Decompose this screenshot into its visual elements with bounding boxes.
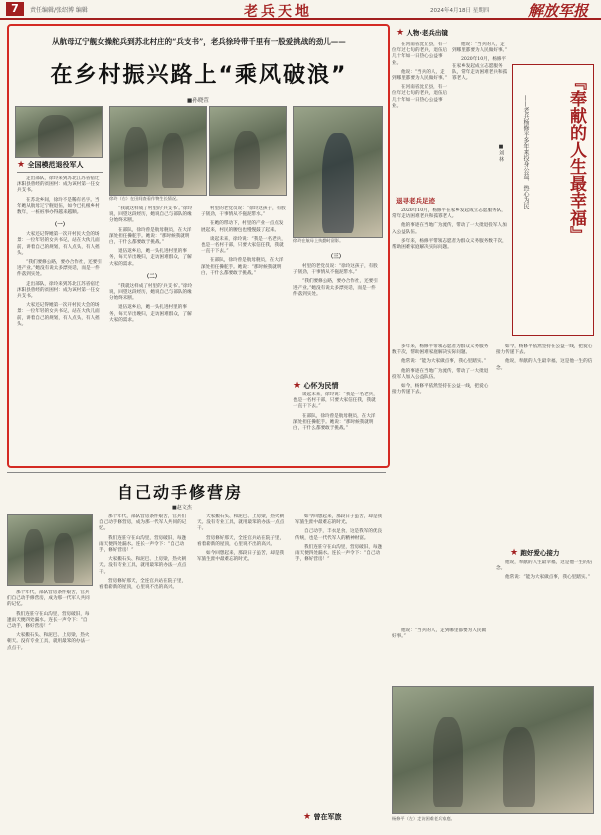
masthead-logo: 解放军报: [528, 2, 589, 20]
sub-head: （二）: [143, 273, 161, 280]
rail-column-7: 他说：“当兵的人，走到哪里都要为人民做好事。”: [392, 628, 487, 640]
lower-column-3: 大家搬石头、和泥巴、上房梁，热火朝天。没有专业工具，就用最笨的办法一点点干。 营房修好那天，全连官兵站在院子里，看着崭新的屋顶，心里说不出的高兴。 如今回想起来，那段日子虽苦，却是我军旅生涯中最难忘的时光。: [197, 514, 285, 563]
photo-old-soldiers: [7, 514, 93, 586]
rail-column-2: 他说：“当兵的人，走到哪里都要为人民做好事。” 2020年10月，杨修平在家乡发起成立志愿服务队，常年走访困难老兵和孤寡老人。: [452, 42, 508, 82]
photo-volunteer-visit: [392, 686, 594, 814]
rail-subhead: 退寻老兵足迹: [396, 197, 435, 205]
editor-credit: 责任编辑/张绍博 编辑: [30, 7, 88, 14]
star-icon: ★: [303, 812, 312, 822]
article-headline: 在乡村振兴路上“乘风破浪”: [50, 63, 348, 88]
article-byline: ■孙晓萱: [187, 98, 209, 104]
feature-article: [7, 24, 390, 468]
rail-byline: ■刘 林: [498, 144, 504, 162]
section-heading-1: ★ 全国模范退役军人: [17, 160, 84, 170]
rail-column-1: 在河南省沈丘县，有一位年过七旬的老兵，退伍后几十年如一日热心公益事业。 他说：“当兵的人，走到哪里都要为人民做好事。” 在河南省沈丘县，有一位年过七旬的老兵，退伍后几十年如一日热心公益事业。: [392, 42, 448, 109]
rail-column-4: 多年来，杨修平带领志愿者为群众义务服务数千次，帮助困难家庭解决实际问题。 他常说：“能为大家做点事，我心里踏实。” 他的事迹在当地广为流传，带动了一大批退役军人加入公益队伍。 如今，杨修平依然坚持在公益一线，把爱心接力传递下去。: [392, 344, 489, 396]
article-column-4: （三） 村里的老党员说：“徐玲这孩子，有股子韧劲，干事情从不拖泥带水。” “我们要修公路，要办合作社，还要引进产业。”她没有说太多漂亮话，而是一件件落到实处。: [293, 254, 378, 297]
column-tag: ★ 曾在军旅: [303, 812, 342, 822]
vertical-headline-box: [512, 64, 594, 336]
section-title: 老兵天地: [244, 4, 312, 20]
photo-village: [209, 106, 287, 196]
photo-caption: 杨修平（左）走访困难老兵家庭。: [392, 816, 455, 821]
vertical-headline: 『奉献的人生最幸福』: [566, 73, 586, 243]
sub-head: （三）: [327, 254, 345, 260]
star-icon: ★: [17, 160, 26, 170]
rail-column-3: 2020年10月，杨修平在家乡发起成立志愿服务队，常年走访困难老兵和孤寡老人。 他的事迹在当地广为流传，带动了一大批退役军人加入公益队伍。 多年来，杨修平带领志愿者为群众义务服务数千次，帮助困难家庭解决实际问题。: [392, 208, 507, 251]
article-column-1: 走出部队，徐玲来到苏北江苏省宿迁沭阳县曾经的贫困村：成为该村第一任女兵支书。 在苏北乡间，徐玲不是稀有名字。当年她从航母辽宁舰退伍，如今已扎根乡村数年，一桩桩事办得越来越顺。 （一） 大家还记得她第一次开村民大会的场景：一位年轻的女兵书记，站在大伙儿面前，讲着自己的规划，有人点头，有人摇头。 “我们要修公路，要办合作社，还要引进产业。”她没有说太多漂亮话，而是一件件落到实处。 走出部队，徐玲来到苏北江苏省宿迁沭阳县曾经的贫困村：成为该村第一任女兵支书。 大家还记得她第一次开村民大会的场景：一位年轻的女兵书记，站在大伙儿面前，讲着自己的规划，有人点头，有人摇头。: [17, 176, 102, 327]
star-icon: ★: [396, 28, 405, 38]
rail-section-tag: ★ 人物·老兵出镜: [396, 28, 448, 38]
lower-column-4: 如今回想起来，那段日子虽苦，却是我军旅生涯中最难忘的时光。 自己动手，丰衣足食，这是我军的优良传统，也是一代代军人的精神财富。 我们连驻守在山沟里，营房破旧，每逢雨天便四处漏水。连长一声令下：“自己动手，修好营房！”: [295, 514, 383, 563]
rail-section-tag-2: ★ 跑好爱心接力: [510, 548, 560, 558]
rail-column-5: 如今，杨修平依然坚持在公益一线，把爱心接力传递下去。 他说，奉献的人生最幸福，这是他一生的信念。: [496, 344, 593, 371]
article-column-5: 谈起未来，徐玲说：“我是一名老兵，也是一名村干部，只要大家信任我，我就一直干下去。” 在部队，徐玲曾是航母舰员，在大洋深处担任操舵手。她说：“那时候我就明白，干什么都要敢于挑战。”: [293, 392, 378, 432]
article-kicker: 从航母辽宁舰女操舵兵到苏北村庄的“兵支书”，老兵徐玲带千里有一股爱挑战的劲儿——: [52, 37, 346, 46]
lower-headline: 自己动手修营房: [117, 483, 244, 502]
lower-article: [7, 470, 386, 830]
star-icon: ★: [293, 381, 302, 391]
photo-field-work: [109, 106, 207, 196]
lower-column-1: 那个年代，部队营房条件艰苦，官兵们自己动手修营房，成为那一代军人共同的记忆。 我们连驻守在山沟里，营房破旧，每逢雨天便四处漏水。连长一声令下：“自己动手，修好营房！” 大家搬石头、和泥巴、上房梁，热火朝天。没有专业工具，就用最笨的办法一点点干。: [7, 590, 90, 651]
photo-caption: 徐玲在航母上执勤时留影。: [293, 238, 344, 243]
rail-column-6: 他说，奉献的人生最幸福，这是他一生的信念。 他常说：“能为大家做点事，我心里踏实。”: [496, 560, 593, 581]
star-icon: ★: [510, 548, 519, 558]
right-rail-article: [392, 24, 597, 830]
lower-column-2: 那个年代，部队营房条件艰苦，官兵们自己动手修营房，成为那一代军人共同的记忆。 我们连驻守在山沟里，营房破旧，每逢雨天便四处漏水。连长一声令下：“自己动手，修好营房！” 大家搬石头、和泥巴、上房梁，热火朝天。没有专业工具，就用最笨的办法一点点干。 营房修好那天，全连官兵站在院子里，看着崭新的屋顶，心里说不出的高兴。: [99, 514, 187, 591]
article-column-2: “我就这样成了村里的‘兵支书’。”徐玲说，回望这段经历，她说自己与部队的缘分始终未断。 在部队，徐玲曾是航母舰员，在大洋深处担任操舵手。她说：“那时候我就明白，干什么都要敢于挑战。” 退伍返乡后，她一头扎进村里的事务，每天早出晚归，走访困难群众，了解大家的需求。 （二） “我就这样成了村里的‘兵支书’。”徐玲说，回望这段经历，她说自己与部队的缘分始终未断。 退伍返乡后，她一头扎进村里的事务，每天早出晚归，走访困难群众，了解大家的需求。: [109, 206, 195, 456]
article-column-3: 村里的老党员说：“徐玲这孩子，有股子韧劲，干事情从不拖泥带水。” 在她的带动下，村里的产业一点点发展起来，村民的腰包也慢慢鼓了起来。 谈起未来，徐玲说：“我是一名老兵，也是一名村干部，只要大家信任我，我就一直干下去。” 在部队，徐玲曾是航母舰员，在大洋深处担任操舵手。她说：“那时候我就明白，干什么都要敢于挑战。”: [201, 206, 286, 276]
section-heading-2: ★ 心怀为民情: [293, 381, 339, 391]
vertical-subtitle: ——老兵杨修平多年来投身公益、热心为民: [522, 95, 529, 209]
photo-caption: 徐玲（右）在田间查看作物生长情况。: [109, 196, 181, 201]
lower-byline: ■赵文杰: [172, 505, 192, 511]
sub-head: （一）: [51, 222, 69, 229]
page-header: [0, 0, 601, 20]
divider: [7, 472, 386, 473]
page-number: 7: [6, 2, 24, 16]
photo-navy-uniform: [293, 106, 383, 238]
divider: [17, 172, 103, 173]
portrait-photo: [15, 106, 103, 158]
issue-date: 2024年4月18日 星期四: [430, 8, 490, 14]
